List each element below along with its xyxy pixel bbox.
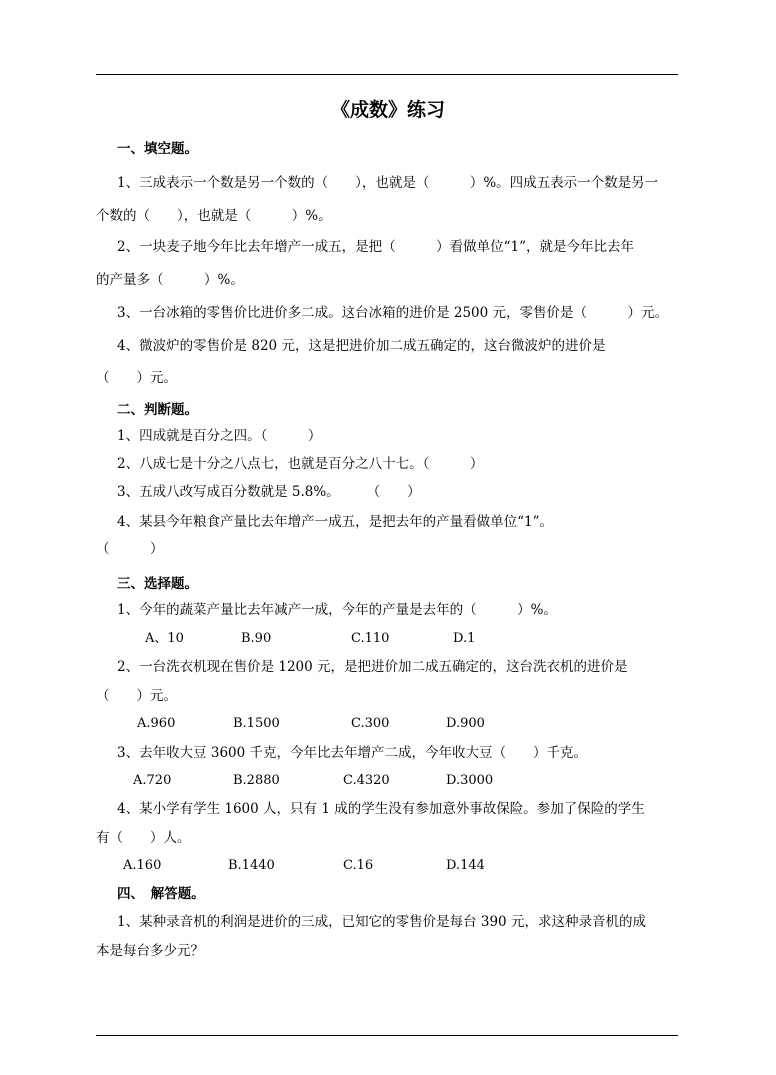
mc-q2-line1: 2、一台洗衣机现在售价是 1200 元，是把进价加二成五确定的，这台洗衣机的进价是 <box>117 659 628 675</box>
mc-q1-option-c: C.110 <box>351 631 390 646</box>
mc-q4-option-b: B.1440 <box>228 858 275 873</box>
mc-q2-line2: （ ）元。 <box>96 688 177 704</box>
mc-q4-option-a: A.160 <box>123 858 162 873</box>
mc-q2-option-a: A.960 <box>137 716 176 731</box>
fill-q1-line1: 1、三成表示一个数是另一个数的（ ），也就是（ ）%。四成五表示一个数是另一 <box>117 175 659 191</box>
mc-q3: 3、去年收大豆 3600 千克，今年比去年增产二成，今年收大豆（ ）千克。 <box>117 745 588 761</box>
tf-q4-line1: 4、某县今年粮食产量比去年增产一成五，是把去年的产量看做单位“1”。 <box>117 514 553 530</box>
mc-q1-option-d: D.1 <box>453 631 476 646</box>
tf-q3: 3、五成八改写成百分数就是 5.8%。 （ ） <box>117 484 421 500</box>
section-heading-fill-blank: 一、填空题。 <box>117 141 198 157</box>
fill-q4-line2: （ ）元。 <box>96 370 177 386</box>
mc-q2-option-d: D.900 <box>446 716 485 731</box>
mc-q4-option-c: C.16 <box>343 858 374 873</box>
footer-rule <box>96 1035 678 1036</box>
section-heading-multiple-choice: 三、选择题。 <box>117 576 198 592</box>
fill-q2-line2: 的产量多（ ）%。 <box>96 272 244 288</box>
mc-q3-option-c: C.4320 <box>343 773 390 788</box>
wp-q1-line1: 1、某种录音机的利润是进价的三成，已知它的零售价是每台 390 元，求这种录音机的成 <box>117 914 646 930</box>
page-title: 《成数》练习 <box>330 99 445 121</box>
mc-q1-option-a: A、10 <box>145 631 184 646</box>
wp-q1-line2: 本是每台多少元？ <box>96 943 204 959</box>
tf-q1: 1、四成就是百分之四。（ ） <box>117 428 322 444</box>
fill-q2-line1: 2、一块麦子地今年比去年增产一成五，是把（ ）看做单位“1”，就是今年比去年 <box>117 239 634 255</box>
tf-q4-line2: （ ） <box>96 541 164 557</box>
tf-q2: 2、八成七是十分之八点七，也就是百分之八十七。（ ） <box>117 456 484 472</box>
mc-q3-option-d: D.3000 <box>446 773 494 788</box>
section-heading-word-problems: 四、 解答题。 <box>117 886 205 902</box>
fill-q1-line2: 个数的（ ），也就是（ ）%。 <box>96 208 332 224</box>
header-rule <box>96 74 678 75</box>
section-heading-true-false: 二、判断题。 <box>117 402 198 418</box>
fill-q4-line1: 4、微波炉的零售价是 820 元，这是把进价加二成五确定的，这台微波炉的进价是 <box>117 338 606 354</box>
mc-q3-option-a: A.720 <box>133 773 172 788</box>
mc-q1-option-b: B.90 <box>241 631 272 646</box>
fill-q3: 3、一台冰箱的零售价比进价多二成。这台冰箱的进价是 2500 元，零售价是（ ）元。 <box>117 305 669 321</box>
mc-q4-line1: 4、某小学有学生 1600 人，只有 1 成的学生没有参加意外事故保险。参加了保险的学生 <box>117 801 645 817</box>
mc-q2-option-c: C.300 <box>351 716 390 731</box>
mc-q1: 1、今年的蔬菜产量比去年减产一成，今年的产量是去年的（ ）%。 <box>117 602 557 618</box>
mc-q4-line2: 有（ ）人。 <box>96 830 191 846</box>
mc-q2-option-b: B.1500 <box>233 716 280 731</box>
mc-q3-option-b: B.2880 <box>233 773 280 788</box>
mc-q4-option-d: D.144 <box>446 858 485 873</box>
